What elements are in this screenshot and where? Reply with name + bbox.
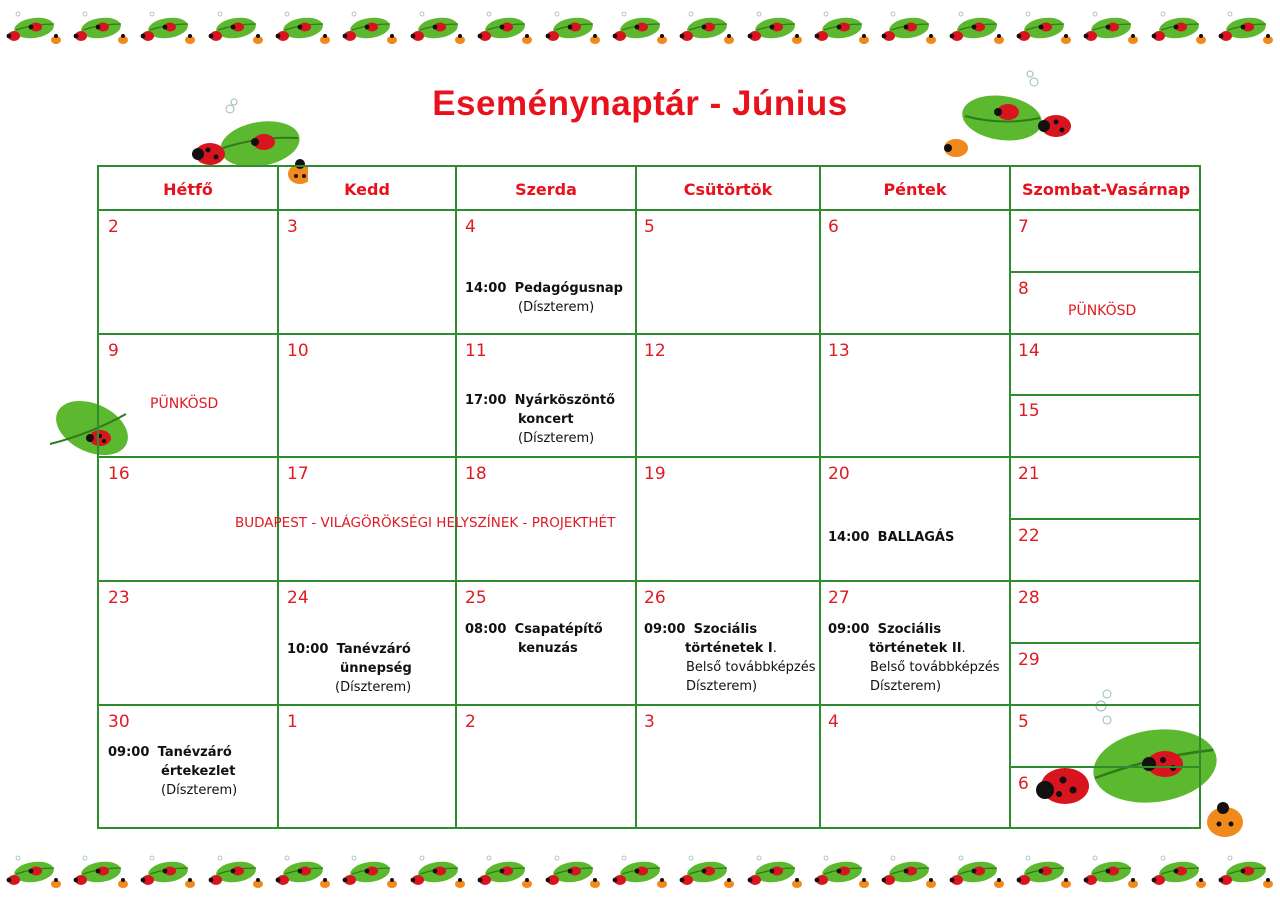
top-ladybug-border [0,8,1280,48]
leaf-ladybug-icon [408,10,468,46]
day-number: 17 [287,464,309,484]
day-number: 18 [465,464,487,484]
leaf-ladybug-icon [745,10,805,46]
day-number: 6 [1018,774,1029,794]
leaf-ladybug-icon [812,854,872,890]
leaf-ladybug-icon [879,10,939,46]
leaf-ladybug-icon [1216,854,1276,890]
leaf-ladybug-icon [677,10,737,46]
day-number: 1 [287,712,298,732]
leaf-ladybug-icon [812,10,872,46]
day-number: 15 [1018,401,1040,421]
day-number: 13 [828,341,850,361]
header-friday: Péntek [883,179,947,199]
header-weekend: Szombat-Vasárnap [1021,179,1191,199]
leaf-ladybug-icon [1014,854,1074,890]
page-title: Eseménynaptár - Június [432,84,848,123]
day-number: 16 [108,464,130,484]
day-number: 22 [1018,526,1040,546]
day-number: 3 [644,712,655,732]
leaf-ladybug-icon [610,10,670,46]
leaf-ladybug-icon [947,854,1007,890]
day-number: 5 [644,217,655,237]
day-number: 5 [1018,712,1029,732]
day-number: 14 [1018,341,1040,361]
day-number: 27 [828,588,850,608]
leaf-ladybug-icon [1149,10,1209,46]
leaf-ladybug-icon [1081,854,1141,890]
day-number: 25 [465,588,487,608]
day-number: 10 [287,341,309,361]
day-number: 12 [644,341,666,361]
header-thursday: Csütörtök [683,179,773,199]
day-number: 2 [108,217,119,237]
leaf-ladybug-icon [1149,854,1209,890]
header-monday: Hétfő [163,179,213,199]
leaf-ladybug-icon [138,10,198,46]
day-number: 21 [1018,464,1040,484]
leaf-ladybug-icon [475,854,535,890]
day-number: 23 [108,588,130,608]
leaf-ladybug-icon [408,854,468,890]
leaf-ladybug-icon [610,854,670,890]
day-number: 30 [108,712,130,732]
event-szocialis-1: 09:00 Szociális történetek I. Belső továbbképzés Díszterem) [644,622,816,694]
day-number: 11 [465,341,487,361]
leaf-ladybug-icon [206,854,266,890]
leaf-ladybug-icon [71,854,131,890]
day-number: 2 [465,712,476,732]
day-number: 19 [644,464,666,484]
leaf-ladybug-icon [206,10,266,46]
leaf-ladybug-icon [71,10,131,46]
event-szocialis-2: 09:00 Szociális történetek II. Belső továbbképzés Díszterem) [828,622,1000,694]
leaf-ladybug-icon [879,854,939,890]
day-number: 28 [1018,588,1040,608]
event-ballagas: 14:00 BALLAGÁS [828,530,955,545]
calendar-grid [97,165,1201,829]
leaf-ladybug-icon [947,10,1007,46]
day-number: 9 [108,341,119,361]
bottom-ladybug-border [0,852,1280,892]
day-number: 24 [287,588,309,608]
event-tanevzaro-unnepseg: 10:00 Tanévzáró ünnepség (Díszterem) [287,642,412,695]
leaf-ladybug-icon [273,854,333,890]
leaf-ladybug-icon [1216,10,1276,46]
leaf-ladybug-icon [745,854,805,890]
leaf-ladybug-icon [340,10,400,46]
day-number: 26 [644,588,666,608]
project-week-banner: BUDAPEST - VILÁGÖRÖKSÉGI HELYSZÍNEK - PROJEKTHÉT [235,515,616,531]
leaf-ladybug-icon [1081,10,1141,46]
leaf-ladybug-icon [138,854,198,890]
leaf-ladybug-icon [1014,10,1074,46]
leaf-ladybug-icon [4,854,64,890]
event-tanevzaro-ertekezlet: 09:00 Tanévzáró értekezlet (Díszterem) [108,745,238,798]
leaf-ladybug-icon [543,854,603,890]
day-number: 6 [828,217,839,237]
event-pedagogusnap: 14:00 Pedagógusnap (Díszterem) [465,281,623,315]
day-number: 4 [828,712,839,732]
leaf-ladybug-icon [340,854,400,890]
header-wednesday: Szerda [515,179,577,199]
holiday-label: PÜNKÖSD [1068,303,1137,319]
day-number: 3 [287,217,298,237]
event-csapatepito: 08:00 Csapatépítő kenuzás [465,622,603,656]
leaf-ladybug-icon [543,10,603,46]
leaf-ladybug-icon [4,10,64,46]
header-tuesday: Kedd [344,179,390,199]
day-number: 20 [828,464,850,484]
day-number: 8 [1018,279,1029,299]
holiday-label: PÜNKÖSD [150,396,219,412]
day-number: 29 [1018,650,1040,670]
day-number: 7 [1018,217,1029,237]
leaf-ladybug-icon [677,854,737,890]
leaf-ladybug-icon [475,10,535,46]
leaf-ladybug-icon [273,10,333,46]
day-number: 4 [465,217,476,237]
event-nyarkoszonto: 17:00 Nyárköszöntő koncert (Díszterem) [465,393,616,446]
